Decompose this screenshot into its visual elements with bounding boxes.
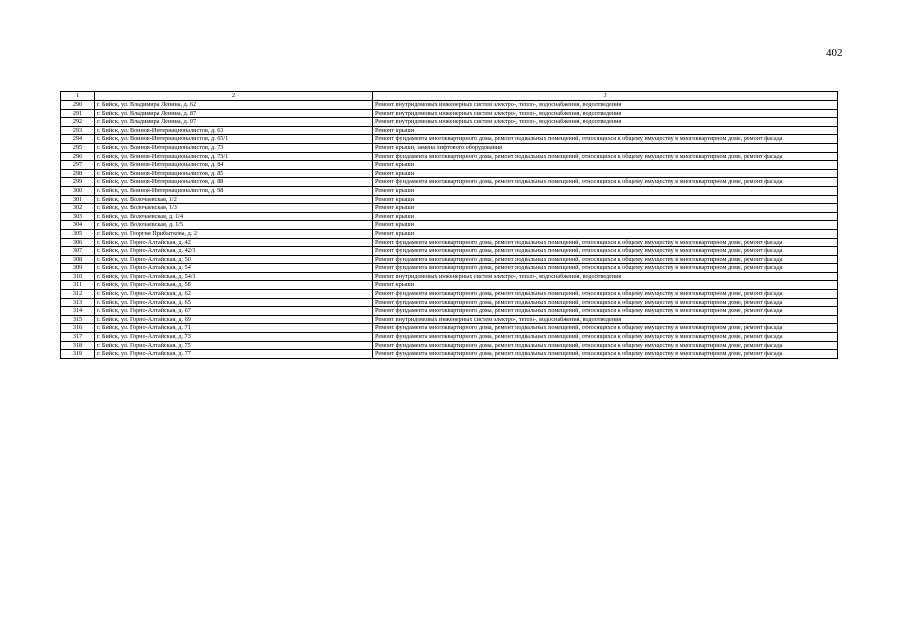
repair-registry-table bbox=[60, 91, 838, 359]
table-row bbox=[61, 229, 838, 238]
row-number: 310 bbox=[61, 272, 95, 281]
row-number: 319 bbox=[61, 350, 95, 359]
table-row bbox=[61, 212, 838, 221]
row-number: 304 bbox=[61, 221, 95, 230]
row-address: г. Бийск, ул. Горно-Алтайская, д. 75 bbox=[95, 341, 373, 350]
row-address: г. Бийск, ул. Волочаевская, 1/2 bbox=[95, 195, 373, 204]
row-work-type: Ремонт крыши bbox=[373, 212, 838, 221]
row-address: г. Бийск, ул. Горно-Алтайская, д. 42/1 bbox=[95, 247, 373, 256]
table-row bbox=[61, 221, 838, 230]
row-work-type: Ремонт крыши, замена лифтового оборудования bbox=[373, 143, 838, 152]
table-row bbox=[61, 350, 838, 359]
row-work-type: Ремонт фундамента многоквартирного дома, ремонт подвальных помещений, относящихся к общему имуществу в многоквартирном доме, ремонт фасада bbox=[373, 350, 838, 359]
row-address: г. Бийск, ул. Горно-Алтайская, д. 50 bbox=[95, 255, 373, 264]
row-address: г. Бийск, ул. Владимира Ленина, д. 87 bbox=[95, 109, 373, 118]
table-row bbox=[61, 152, 838, 161]
row-number: 306 bbox=[61, 238, 95, 247]
row-number: 318 bbox=[61, 341, 95, 350]
table-row bbox=[61, 307, 838, 316]
row-work-type: Ремонт крыши bbox=[373, 169, 838, 178]
row-address: г. Бийск, ул. Горно-Алтайская, д. 73 bbox=[95, 333, 373, 342]
table-header-row bbox=[61, 92, 838, 101]
row-work-type: Ремонт крыши bbox=[373, 126, 838, 135]
row-work-type: Ремонт фундамента многоквартирного дома, ремонт подвальных помещений, относящихся к общему имуществу в многоквартирном доме, ремонт фасада bbox=[373, 307, 838, 316]
table-row bbox=[61, 315, 838, 324]
row-number: 296 bbox=[61, 152, 95, 161]
row-number: 301 bbox=[61, 195, 95, 204]
table-row bbox=[61, 118, 838, 127]
row-address: г. Бийск, ул. Владимира Ленина, д. 62 bbox=[95, 101, 373, 110]
row-number: 294 bbox=[61, 135, 95, 144]
row-address: г. Бийск, ул. Воинов-Интернационалистов, д. 65/1 bbox=[95, 135, 373, 144]
row-work-type: Ремонт фундамента многоквартирного дома, ремонт подвальных помещений, относящихся к общему имуществу в многоквартирном доме, ремонт фасада bbox=[373, 255, 838, 264]
row-work-type: Ремонт внутридомовых инженерных систем электро-, тепло-, водоснабжения, водоотведения bbox=[373, 118, 838, 127]
row-number: 317 bbox=[61, 333, 95, 342]
row-work-type: Ремонт крыши bbox=[373, 195, 838, 204]
row-work-type: Ремонт фундамента многоквартирного дома, ремонт подвальных помещений, относящихся к общему имуществу в многоквартирном доме, ремонт фасада bbox=[373, 341, 838, 350]
row-address: г. Бийск, ул. Горно-Алтайская, д. 65 bbox=[95, 298, 373, 307]
row-number: 292 bbox=[61, 118, 95, 127]
table-row bbox=[61, 101, 838, 110]
row-work-type: Ремонт внутридомовых инженерных систем электро-, тепло-, водоснабжения, водоотведения bbox=[373, 109, 838, 118]
table-row bbox=[61, 281, 838, 290]
row-address: г. Бийск, ул. Горно-Алтайская, д. 67 bbox=[95, 307, 373, 316]
row-number: 300 bbox=[61, 186, 95, 195]
row-number: 305 bbox=[61, 229, 95, 238]
row-number: 315 bbox=[61, 315, 95, 324]
row-work-type: Ремонт крыши bbox=[373, 161, 838, 170]
table-row bbox=[61, 109, 838, 118]
table-body bbox=[61, 101, 838, 359]
row-work-type: Ремонт фундамента многоквартирного дома, ремонт подвальных помещений, относящихся к общему имуществу в многоквартирном доме, ремонт фасада bbox=[373, 333, 838, 342]
page-number: 402 bbox=[826, 47, 843, 59]
row-number: 297 bbox=[61, 161, 95, 170]
row-address: г. Бийск, ул. Воинов-Интернационалистов, д. 73/1 bbox=[95, 152, 373, 161]
row-work-type: Ремонт внутридомовых инженерных систем электро-, тепло-, водоснабжения, водоотведения bbox=[373, 272, 838, 281]
row-address: г. Бийск, ул. Воинов-Интернационалистов, д. 98 bbox=[95, 186, 373, 195]
row-number: 311 bbox=[61, 281, 95, 290]
table-row bbox=[61, 324, 838, 333]
row-number: 299 bbox=[61, 178, 95, 187]
row-address: г. Бийск, ул. Волочаевская, 1/3 bbox=[95, 204, 373, 213]
row-work-type: Ремонт крыши bbox=[373, 229, 838, 238]
table-row bbox=[61, 238, 838, 247]
table-row bbox=[61, 290, 838, 299]
row-work-type: Ремонт крыши bbox=[373, 204, 838, 213]
row-number: 291 bbox=[61, 109, 95, 118]
table-row bbox=[61, 333, 838, 342]
table-row bbox=[61, 178, 838, 187]
row-number: 295 bbox=[61, 143, 95, 152]
column-header-address: 2 bbox=[95, 92, 373, 101]
row-address: г. Бийск, ул. Воинов-Интернационалистов, д. 73 bbox=[95, 143, 373, 152]
row-address: г. Бийск, ул. Горно-Алтайская, д. 54 bbox=[95, 264, 373, 273]
row-work-type: Ремонт крыши bbox=[373, 186, 838, 195]
table-row bbox=[61, 204, 838, 213]
table-row bbox=[61, 341, 838, 350]
row-number: 314 bbox=[61, 307, 95, 316]
row-number: 308 bbox=[61, 255, 95, 264]
row-address: г. Бийск, ул. Горно-Алтайская, д. 71 bbox=[95, 324, 373, 333]
row-work-type: Ремонт фундамента многоквартирного дома, ремонт подвальных помещений, относящихся к общему имуществу в многоквартирном доме, ремонт фасада bbox=[373, 152, 838, 161]
table-row bbox=[61, 298, 838, 307]
row-work-type: Ремонт фундамента многоквартирного дома, ремонт подвальных помещений, относящихся к общему имуществу в многоквартирном доме, ремонт фасада bbox=[373, 178, 838, 187]
row-work-type: Ремонт крыши bbox=[373, 281, 838, 290]
table-row bbox=[61, 195, 838, 204]
table-row bbox=[61, 272, 838, 281]
row-address: г. Бийск, ул. Владимира Ленина, д. 97 bbox=[95, 118, 373, 127]
row-number: 298 bbox=[61, 169, 95, 178]
row-work-type: Ремонт фундамента многоквартирного дома, ремонт подвальных помещений, относящихся к общему имуществу в многоквартирном доме, ремонт фасада bbox=[373, 324, 838, 333]
row-address: г. Бийск, ул. Волочаевская, д. 1/5 bbox=[95, 221, 373, 230]
column-header-work: 3 bbox=[373, 92, 838, 101]
row-number: 312 bbox=[61, 290, 95, 299]
table-row bbox=[61, 247, 838, 256]
table-row bbox=[61, 186, 838, 195]
row-address: г. Бийск, ул. Воинов-Интернационалистов, д. 85 bbox=[95, 169, 373, 178]
row-number: 309 bbox=[61, 264, 95, 273]
row-address: г. Бийск, ул. Волочаевская, д. 1/4 bbox=[95, 212, 373, 221]
table-row bbox=[61, 169, 838, 178]
row-number: 316 bbox=[61, 324, 95, 333]
row-number: 290 bbox=[61, 101, 95, 110]
row-work-type: Ремонт фундамента многоквартирного дома, ремонт подвальных помещений, относящихся к общему имуществу в многоквартирном доме, ремонт фасада bbox=[373, 290, 838, 299]
row-number: 302 bbox=[61, 204, 95, 213]
row-address: г. Бийск, ул. Георгия Прибыткова, д. 2 bbox=[95, 229, 373, 238]
column-header-number: 1 bbox=[61, 92, 95, 101]
row-work-type: Ремонт фундамента многоквартирного дома, ремонт подвальных помещений, относящихся к общему имуществу в многоквартирном доме, ремонт фасада bbox=[373, 135, 838, 144]
row-work-type: Ремонт фундамента многоквартирного дома, ремонт подвальных помещений, относящихся к общему имуществу в многоквартирном доме, ремонт фасада bbox=[373, 298, 838, 307]
table-row bbox=[61, 126, 838, 135]
row-address: г. Бийск, ул. Воинов-Интернационалистов, д. 88 bbox=[95, 178, 373, 187]
row-address: г. Бийск, ул. Горно-Алтайская, д. 69 bbox=[95, 315, 373, 324]
row-address: г. Бийск, ул. Горно-Алтайская, д. 77 bbox=[95, 350, 373, 359]
row-number: 293 bbox=[61, 126, 95, 135]
row-address: г. Бийск, ул. Горно-Алтайская, д. 54/1 bbox=[95, 272, 373, 281]
row-address: г. Бийск, ул. Горно-Алтайская, д. 58 bbox=[95, 281, 373, 290]
row-work-type: Ремонт фундамента многоквартирного дома, ремонт подвальных помещений, относящихся к общему имуществу в многоквартирном доме, ремонт фасада bbox=[373, 264, 838, 273]
row-work-type: Ремонт фундамента многоквартирного дома, ремонт подвальных помещений, относящихся к общему имуществу в многоквартирном доме, ремонт фасада bbox=[373, 247, 838, 256]
table-row bbox=[61, 143, 838, 152]
row-work-type: Ремонт внутридомовых инженерных систем электро-, тепло-, водоснабжения, водоотведения bbox=[373, 101, 838, 110]
row-number: 303 bbox=[61, 212, 95, 221]
table-row bbox=[61, 255, 838, 264]
row-number: 307 bbox=[61, 247, 95, 256]
table-row bbox=[61, 135, 838, 144]
table-row bbox=[61, 161, 838, 170]
row-work-type: Ремонт фундамента многоквартирного дома, ремонт подвальных помещений, относящихся к общему имуществу в многоквартирном доме, ремонт фасада bbox=[373, 238, 838, 247]
row-address: г. Бийск, ул. Горно-Алтайская, д. 62 bbox=[95, 290, 373, 299]
row-work-type: Ремонт крыши bbox=[373, 221, 838, 230]
row-work-type: Ремонт внутридомовых инженерных систем электро-, тепло-, водоснабжения, водоотведения bbox=[373, 315, 838, 324]
table-row bbox=[61, 264, 838, 273]
row-address: г. Бийск, ул. Горно-Алтайская, д. 42 bbox=[95, 238, 373, 247]
row-address: г. Бийск, ул. Воинов-Интернационалистов, д. 84 bbox=[95, 161, 373, 170]
row-address: г. Бийск, ул. Воинов-Интернационалистов, д. 63 bbox=[95, 126, 373, 135]
row-number: 313 bbox=[61, 298, 95, 307]
